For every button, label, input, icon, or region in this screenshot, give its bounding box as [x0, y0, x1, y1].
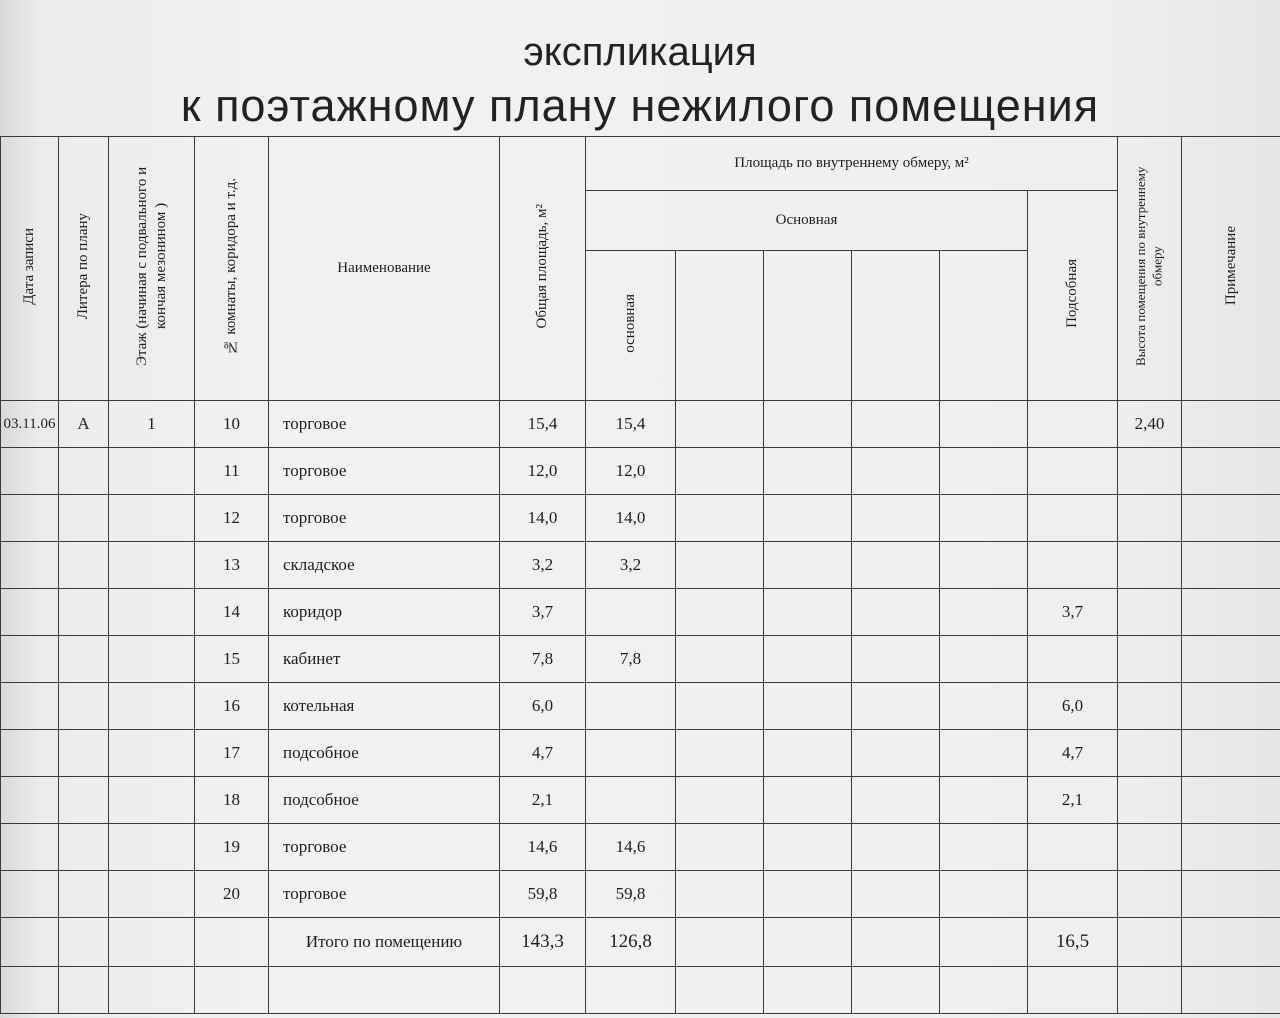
cell-litera — [59, 824, 109, 871]
cell-aux: 6,0 — [1028, 683, 1118, 730]
cell-blank — [852, 967, 940, 1014]
cell-height — [1118, 824, 1182, 871]
header-name: Наименование — [269, 137, 500, 401]
cell-date — [1, 495, 59, 542]
cell-blank — [764, 636, 852, 683]
cell-aux: 4,7 — [1028, 730, 1118, 777]
cell-blank — [940, 448, 1028, 495]
cell-blank — [676, 777, 764, 824]
cell-date — [1, 730, 59, 777]
cell-blank — [269, 967, 500, 1014]
cell-blank — [500, 967, 586, 1014]
cell-main: 14,6 — [586, 824, 676, 871]
document-title: экспликация — [523, 30, 757, 74]
cell-name: торговое — [269, 401, 500, 448]
cell-note — [1182, 401, 1280, 448]
cell-blank — [764, 730, 852, 777]
table-row — [1, 777, 1280, 824]
table-row — [1, 683, 1280, 730]
cell-note — [1182, 777, 1280, 824]
cell-aux: 3,7 — [1028, 589, 1118, 636]
cell-litera — [59, 871, 109, 918]
cell-aux: 2,1 — [1028, 777, 1118, 824]
cell-note — [1182, 730, 1280, 777]
cell-blank — [676, 824, 764, 871]
cell-floor — [109, 589, 195, 636]
cell-room: 13 — [195, 542, 269, 589]
table-row — [1, 401, 1280, 448]
cell-note — [1182, 683, 1280, 730]
cell-room: 15 — [195, 636, 269, 683]
cell-blank — [676, 495, 764, 542]
cell-date — [1, 777, 59, 824]
cell-blank — [676, 542, 764, 589]
document-subtitle: к поэтажному плану нежилого помещения — [180, 80, 1100, 131]
cell-total: 15,4 — [500, 401, 586, 448]
cell-floor — [109, 777, 195, 824]
header-litera: Литера по плану — [59, 137, 109, 401]
header-note: Примечание — [1182, 137, 1280, 401]
totals-main-area: 126,8 — [586, 918, 676, 967]
cell-height — [1118, 636, 1182, 683]
totals-row — [1, 918, 1280, 967]
cell-total: 2,1 — [500, 777, 586, 824]
cell-floor — [109, 824, 195, 871]
header-blank-column — [764, 251, 852, 401]
cell-blank — [676, 448, 764, 495]
cell-main — [586, 683, 676, 730]
header-blank-column — [852, 251, 940, 401]
cell-blank — [676, 918, 764, 967]
header-height: Высота помещения по внутреннему обмеру — [1118, 137, 1182, 401]
cell-name: торговое — [269, 495, 500, 542]
cell-litera — [59, 730, 109, 777]
cell-blank — [852, 401, 940, 448]
header-floor: Этаж (начиная с подвального и кончая мезонином ) — [109, 137, 195, 401]
cell-aux — [1028, 401, 1118, 448]
cell-total: 7,8 — [500, 636, 586, 683]
cell-floor — [109, 871, 195, 918]
cell-blank — [852, 636, 940, 683]
cell-note — [1182, 636, 1280, 683]
cell-blank — [940, 730, 1028, 777]
cell-height — [1118, 683, 1182, 730]
cell-litera: А — [59, 401, 109, 448]
cell-blank — [1118, 967, 1182, 1014]
cell-total: 6,0 — [500, 683, 586, 730]
cell-note — [1182, 871, 1280, 918]
cell-blank — [676, 871, 764, 918]
cell-aux — [1028, 495, 1118, 542]
cell-total: 12,0 — [500, 448, 586, 495]
explication-table — [0, 136, 1280, 1014]
table-row — [1, 730, 1280, 777]
cell-height — [1118, 448, 1182, 495]
cell-blank — [1028, 967, 1118, 1014]
cell-height: 2,40 — [1118, 401, 1182, 448]
cell-blank — [764, 401, 852, 448]
cell-floor — [109, 730, 195, 777]
cell-aux — [1028, 448, 1118, 495]
cell-blank — [764, 967, 852, 1014]
cell-room: 16 — [195, 683, 269, 730]
cell-note — [1182, 448, 1280, 495]
cell-total: 3,7 — [500, 589, 586, 636]
cell-blank — [1182, 918, 1280, 967]
cell-blank — [764, 448, 852, 495]
cell-room: 12 — [195, 495, 269, 542]
cell-height — [1118, 589, 1182, 636]
cell-name: торговое — [269, 448, 500, 495]
cell-date — [1, 683, 59, 730]
header-main-column: основная — [586, 251, 676, 401]
cell-blank — [852, 589, 940, 636]
header-blank-column — [676, 251, 764, 401]
cell-blank — [940, 636, 1028, 683]
cell-litera — [59, 448, 109, 495]
cell-room: 10 — [195, 401, 269, 448]
cell-blank — [852, 448, 940, 495]
cell-name: торговое — [269, 824, 500, 871]
cell-blank — [109, 918, 195, 967]
cell-litera — [59, 542, 109, 589]
cell-blank — [852, 730, 940, 777]
cell-name: складское — [269, 542, 500, 589]
table-row — [1, 636, 1280, 683]
cell-main: 14,0 — [586, 495, 676, 542]
cell-floor: 1 — [109, 401, 195, 448]
table-row — [1, 589, 1280, 636]
header-date: Дата записи — [1, 137, 59, 401]
cell-blank — [1182, 967, 1280, 1014]
cell-name: подсобное — [269, 730, 500, 777]
cell-date — [1, 542, 59, 589]
cell-blank — [852, 824, 940, 871]
cell-litera — [59, 683, 109, 730]
cell-blank — [109, 967, 195, 1014]
cell-aux — [1028, 636, 1118, 683]
cell-blank — [940, 495, 1028, 542]
totals-total-area: 143,3 — [500, 918, 586, 967]
cell-main: 7,8 — [586, 636, 676, 683]
cell-aux — [1028, 871, 1118, 918]
cell-blank — [940, 589, 1028, 636]
cell-name: кабинет — [269, 636, 500, 683]
cell-total: 59,8 — [500, 871, 586, 918]
cell-blank — [940, 542, 1028, 589]
cell-floor — [109, 683, 195, 730]
cell-blank — [764, 871, 852, 918]
cell-date — [1, 636, 59, 683]
cell-main — [586, 730, 676, 777]
cell-aux — [1028, 542, 1118, 589]
cell-blank — [852, 918, 940, 967]
cell-blank — [1118, 918, 1182, 967]
cell-height — [1118, 495, 1182, 542]
cell-date — [1, 824, 59, 871]
cell-blank — [940, 918, 1028, 967]
cell-blank — [940, 401, 1028, 448]
cell-blank — [1, 918, 59, 967]
cell-floor — [109, 495, 195, 542]
cell-date — [1, 448, 59, 495]
cell-name: коридор — [269, 589, 500, 636]
cell-blank — [764, 683, 852, 730]
cell-floor — [109, 636, 195, 683]
cell-height — [1118, 730, 1182, 777]
table-row — [1, 542, 1280, 589]
cell-room: 14 — [195, 589, 269, 636]
cell-height — [1118, 871, 1182, 918]
cell-note — [1182, 589, 1280, 636]
cell-blank — [852, 871, 940, 918]
header-aux: Подсобная — [1028, 191, 1118, 401]
cell-aux — [1028, 824, 1118, 871]
cell-blank — [195, 918, 269, 967]
cell-date: 03.11.06 — [1, 401, 59, 448]
cell-blank — [59, 918, 109, 967]
cell-blank — [764, 918, 852, 967]
cell-main: 12,0 — [586, 448, 676, 495]
cell-blank — [852, 542, 940, 589]
table-row — [1, 824, 1280, 871]
cell-total: 14,0 — [500, 495, 586, 542]
cell-height — [1118, 542, 1182, 589]
cell-note — [1182, 495, 1280, 542]
cell-main: 15,4 — [586, 401, 676, 448]
cell-date — [1, 589, 59, 636]
cell-blank — [195, 967, 269, 1014]
cell-height — [1118, 777, 1182, 824]
cell-date — [1, 871, 59, 918]
table-row — [1, 871, 1280, 918]
cell-room: 20 — [195, 871, 269, 918]
cell-blank — [852, 777, 940, 824]
cell-blank — [764, 777, 852, 824]
cell-blank — [940, 683, 1028, 730]
cell-blank — [764, 495, 852, 542]
table-row — [1, 495, 1280, 542]
cell-main: 3,2 — [586, 542, 676, 589]
cell-blank — [676, 589, 764, 636]
cell-floor — [109, 448, 195, 495]
cell-room: 19 — [195, 824, 269, 871]
cell-total: 4,7 — [500, 730, 586, 777]
table-body — [1, 401, 1280, 1014]
cell-blank — [676, 683, 764, 730]
cell-main — [586, 777, 676, 824]
cell-total: 3,2 — [500, 542, 586, 589]
cell-note — [1182, 542, 1280, 589]
cell-blank — [676, 401, 764, 448]
cell-room: 18 — [195, 777, 269, 824]
cell-blank — [764, 542, 852, 589]
cell-blank — [764, 824, 852, 871]
cell-blank — [676, 730, 764, 777]
cell-main — [586, 589, 676, 636]
cell-floor — [109, 542, 195, 589]
cell-blank — [852, 683, 940, 730]
cell-blank — [586, 967, 676, 1014]
cell-litera — [59, 589, 109, 636]
totals-label: Итого по помещению — [269, 918, 500, 967]
cell-blank — [940, 777, 1028, 824]
cell-blank — [1, 967, 59, 1014]
cell-litera — [59, 495, 109, 542]
cell-blank — [940, 824, 1028, 871]
cell-main: 59,8 — [586, 871, 676, 918]
cell-litera — [59, 636, 109, 683]
cell-litera — [59, 777, 109, 824]
cell-room: 11 — [195, 448, 269, 495]
cell-name: котельная — [269, 683, 500, 730]
table-row-empty — [1, 967, 1280, 1014]
table-row — [1, 448, 1280, 495]
cell-blank — [59, 967, 109, 1014]
cell-name: торговое — [269, 871, 500, 918]
cell-name: подсобное — [269, 777, 500, 824]
header-room-number: № комнаты, коридора и т.д. — [195, 137, 269, 401]
cell-room: 17 — [195, 730, 269, 777]
cell-blank — [676, 967, 764, 1014]
cell-blank — [940, 871, 1028, 918]
totals-aux-area: 16,5 — [1028, 918, 1118, 967]
cell-blank — [940, 967, 1028, 1014]
header-blank-column — [940, 251, 1028, 401]
cell-blank — [852, 495, 940, 542]
header-main-group: Основная — [586, 191, 1028, 251]
header-total-area: Общая площадь, м² — [500, 137, 586, 401]
cell-blank — [676, 636, 764, 683]
cell-total: 14,6 — [500, 824, 586, 871]
cell-note — [1182, 824, 1280, 871]
cell-blank — [764, 589, 852, 636]
header-area-group: Площадь по внутреннему обмеру, м² — [586, 137, 1118, 191]
